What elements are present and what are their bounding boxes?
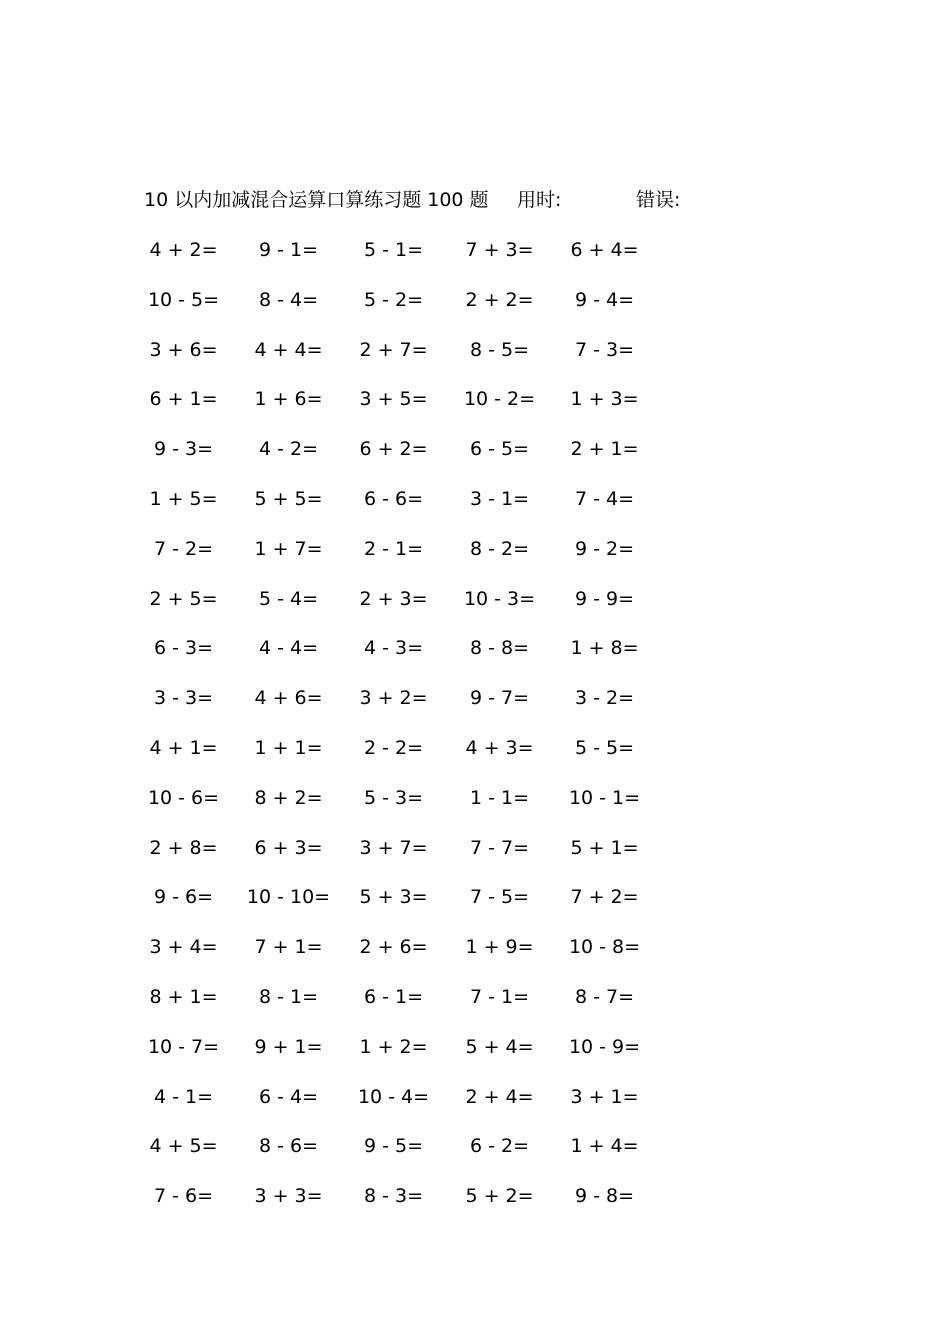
math-problem: 3 + 7= [359,836,428,859]
problem-row [148,784,678,834]
math-problem: 10 - 5= [147,288,220,311]
problem-row [148,1083,678,1133]
math-problem: 6 - 2= [469,1135,530,1158]
math-problem: 3 - 1= [469,487,530,510]
math-problem: 3 - 3= [153,687,214,710]
math-problem: 1 + 2= [359,1035,428,1058]
math-problem: 6 - 3= [153,637,214,660]
math-problem: 2 + 6= [359,936,428,959]
math-problem: 3 + 5= [359,388,428,411]
math-problem: 3 + 4= [149,936,218,959]
math-problem: 7 + 3= [465,239,534,261]
problem-row [148,634,678,684]
math-problem: 5 - 2= [363,288,424,311]
math-problem: 8 - 6= [258,1135,319,1158]
math-problem: 1 + 9= [465,936,534,959]
math-problem: 10 - 1= [568,786,641,809]
math-problem: 9 - 5= [363,1135,424,1158]
math-problem: 4 - 4= [258,637,319,660]
math-problem: 8 - 1= [258,985,319,1008]
math-problem: 9 - 1= [258,239,319,261]
math-problem: 10 - 6= [147,786,220,809]
math-problem: 1 + 3= [570,388,639,411]
math-problem: 9 - 8= [574,1185,635,1208]
math-problem: 10 - 10= [246,886,331,909]
math-problem: 10 - 3= [463,587,536,610]
problem-row [148,983,678,1033]
problem-row [148,1033,678,1083]
math-problem: 2 + 5= [149,587,218,610]
math-problem: 3 + 3= [254,1185,323,1208]
math-problem: 7 - 1= [469,985,530,1008]
problem-row [148,734,678,784]
math-problem: 2 + 1= [570,438,639,461]
math-problem: 5 - 4= [258,587,319,610]
problem-row [148,883,678,933]
math-problem: 8 - 2= [469,537,530,560]
math-problem: 7 - 2= [153,537,214,560]
time-used-label: 用时: [517,189,562,211]
problem-row [148,485,678,535]
math-problem: 3 + 6= [149,338,218,361]
math-problem: 8 + 1= [149,985,218,1008]
math-problem: 2 - 1= [363,537,424,560]
problem-row [148,1182,678,1232]
problem-row [148,933,678,983]
math-problem: 10 - 7= [147,1035,220,1058]
problem-row [148,834,678,884]
math-problem: 1 + 8= [570,637,639,660]
problem-row [148,535,678,585]
math-problem: 8 - 5= [469,338,530,361]
math-problem: 9 - 2= [574,537,635,560]
math-problem: 3 - 2= [574,687,635,710]
math-problem: 6 + 4= [570,239,639,261]
math-problem: 2 + 2= [465,288,534,311]
math-problem: 10 - 9= [568,1035,641,1058]
math-problem: 6 + 2= [359,438,428,461]
math-problem: 1 + 7= [254,537,323,560]
problem-row [148,435,678,485]
math-problem: 1 + 4= [570,1135,639,1158]
math-problem: 7 - 4= [574,487,635,510]
problem-grid [148,236,678,1232]
math-problem: 4 + 5= [149,1135,218,1158]
math-problem: 9 - 6= [153,886,214,909]
problem-row [148,286,678,336]
math-problem: 5 - 1= [363,239,424,261]
math-problem: 1 - 1= [469,786,530,809]
math-problem: 9 - 9= [574,587,635,610]
math-problem: 4 - 2= [258,438,319,461]
math-problem: 9 - 7= [469,687,530,710]
math-problem: 8 - 7= [574,985,635,1008]
math-problem: 10 - 8= [568,936,641,959]
math-problem: 6 + 1= [149,388,218,411]
math-problem: 2 + 3= [359,587,428,610]
math-problem: 5 + 1= [570,836,639,859]
math-problem: 2 + 8= [149,836,218,859]
math-problem: 8 - 3= [363,1185,424,1208]
problem-row [148,336,678,386]
problem-row [148,585,678,635]
math-problem: 4 + 6= [254,687,323,710]
math-problem: 5 + 2= [465,1185,534,1208]
problem-row [148,684,678,734]
problem-row [148,236,678,286]
math-problem: 8 - 4= [258,288,319,311]
math-problem: 8 - 8= [469,637,530,660]
problem-row [148,1132,678,1182]
math-problem: 7 - 3= [574,338,635,361]
math-problem: 2 + 7= [359,338,428,361]
math-problem: 4 - 1= [153,1085,214,1108]
math-problem: 10 - 2= [463,388,536,411]
math-problem: 7 + 2= [570,886,639,909]
math-problem: 2 + 4= [465,1085,534,1108]
math-problem: 5 + 5= [254,487,323,510]
math-problem: 6 - 5= [469,438,530,461]
math-problem: 4 + 4= [254,338,323,361]
math-problem: 7 + 1= [254,936,323,959]
math-problem: 9 + 1= [254,1035,323,1058]
math-problem: 1 + 6= [254,388,323,411]
math-problem: 10 - 4= [357,1085,430,1108]
math-problem: 5 - 5= [574,736,635,759]
errors-label: 错误: [636,189,681,211]
math-problem: 7 - 6= [153,1185,214,1208]
math-problem: 7 - 7= [469,836,530,859]
problem-row [148,385,678,435]
math-problem: 9 - 4= [574,288,635,311]
math-problem: 4 + 2= [149,239,218,261]
worksheet-title: 10 以内加减混合运算口算练习题 100 题 [144,189,489,211]
math-problem: 7 - 5= [469,886,530,909]
math-problem: 9 - 3= [153,438,214,461]
math-problem: 6 - 6= [363,487,424,510]
math-problem: 2 - 2= [363,736,424,759]
math-problem: 1 + 1= [254,736,323,759]
math-problem: 5 + 3= [359,886,428,909]
math-problem: 6 - 4= [258,1085,319,1108]
math-problem: 6 - 1= [363,985,424,1008]
math-problem: 1 + 5= [149,487,218,510]
math-problem: 4 - 3= [363,637,424,660]
math-problem: 5 - 3= [363,786,424,809]
math-problem: 3 + 1= [570,1085,639,1108]
math-problem: 8 + 2= [254,786,323,809]
math-problem: 3 + 2= [359,687,428,710]
math-problem: 5 + 4= [465,1035,534,1058]
math-problem: 4 + 1= [149,736,218,759]
math-problem: 4 + 3= [465,736,534,759]
math-problem: 6 + 3= [254,836,323,859]
